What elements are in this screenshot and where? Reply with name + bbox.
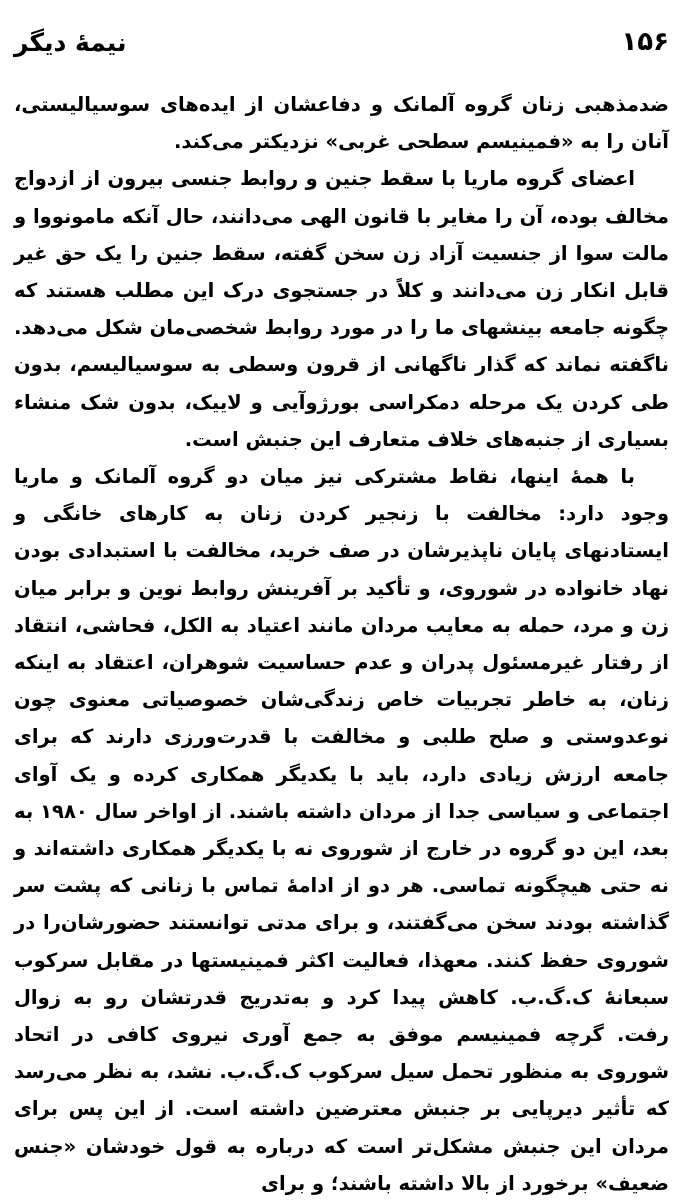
running-title: نیمهٔ دیگر xyxy=(14,27,127,57)
body-text xyxy=(14,86,669,1202)
paragraph: ضدمذهبی زنان گروه آلمانک و دفاعشان از ایده‌های سوسیالیستی، آنان را به «فمینیسم سطحی غربی» نزدیکتر می‌کند. xyxy=(14,93,669,154)
paragraph: اعضای گروه ماریا با سقط جنین و روابط جنسی بیرون از ازدواج مخالف بوده، آن را مغایر با قانون الهی می‌دانند، حال آنکه مامونووا و مالت سوا از جنسیت آزاد زن سخن گفته، سقط جنین را یک حق غیر قابل انکار زن می‌دانند و کلاً در جستجوی درک این مطلب هستند که چگونه جامعه بینشهای ما را در مورد روابط شخصی‌مان شکل می‌دهد. ناگفته نماند که گذار ناگهانی از قرون وسطی به سوسیالیسم، بدون طی کردن یک مرحله دمکراسی بورژوآیی و لاییک، بدون شک منشاء بسیاری از جنبه‌های خلاف متعارف این جنبش است. xyxy=(14,167,669,451)
page-number: ۱۵۶ xyxy=(621,27,669,57)
page-header xyxy=(14,22,669,62)
paragraph: با همهٔ اینها، نقاط مشترکی نیز میان دو گروه آلمانک و ماریا وجود دارد: مخالفت با زنجیر کردن زنان به کارهای خانگی و ایستادنهای پایان ناپذیرشان در صف خرید، مخالفت با استبدادی بودن نهاد خانواده در شوروی، و تأکید بر آفرینش روابط نوین و برابر میان زن و مرد، حمله به معایب مردان مانند اعتیاد به الکل، فحاشی، انتقاد از رفتار غیرمسئول پدران و عدم حساسیت شوهران، اعتقاد به اینکه زنان، به خاطر تجربیات خاص زندگی‌شان خصوصیاتی معنوی چون نوعدوستی و صلح طلبی و مخالفت با قدرت‌ورزی دارند که برای جامعه ارزش زیادی دارد، باید با یکدیگر همکاری کرده و یک آوای اجتماعی و سیاسی جدا از مردان داشته باشند. از اواخر سال ۱۹۸۰ به بعد، این دو گروه در خارج از شوروی نه با یکدیگر همکاری داشته‌اند و نه حتی هیچگونه تماسی. هر دو از ادامهٔ تماس با زنانی که پشت سر گذاشته بودند سخن می‌گفتند، و برای مدتی توانستند حضورشان‌را در شوروی حفظ کنند. معهذا، فعالیت اکثر فمینیستها در مقابل سرکوب سبعانهٔ ک.گ.ب. کاهش پیدا کرد و به‌تدریج قدرتشان رو به زوال رفت. گرچه فمینیسم موفق به جمع آوری نیروی کافی در اتحاد شوروی به منظور تحمل سیل سرکوب ک.گ.ب. نشد، به نظر می‌رسد که تأثیر دیرپایی بر جنبش معترضین داشته است. از این پس برای مردان این جنبش مشکل‌تر است که درباره به قول خودشان «جنس ضعیف» برخورد از بالا داشته باشند؛ و برای xyxy=(14,465,670,1195)
